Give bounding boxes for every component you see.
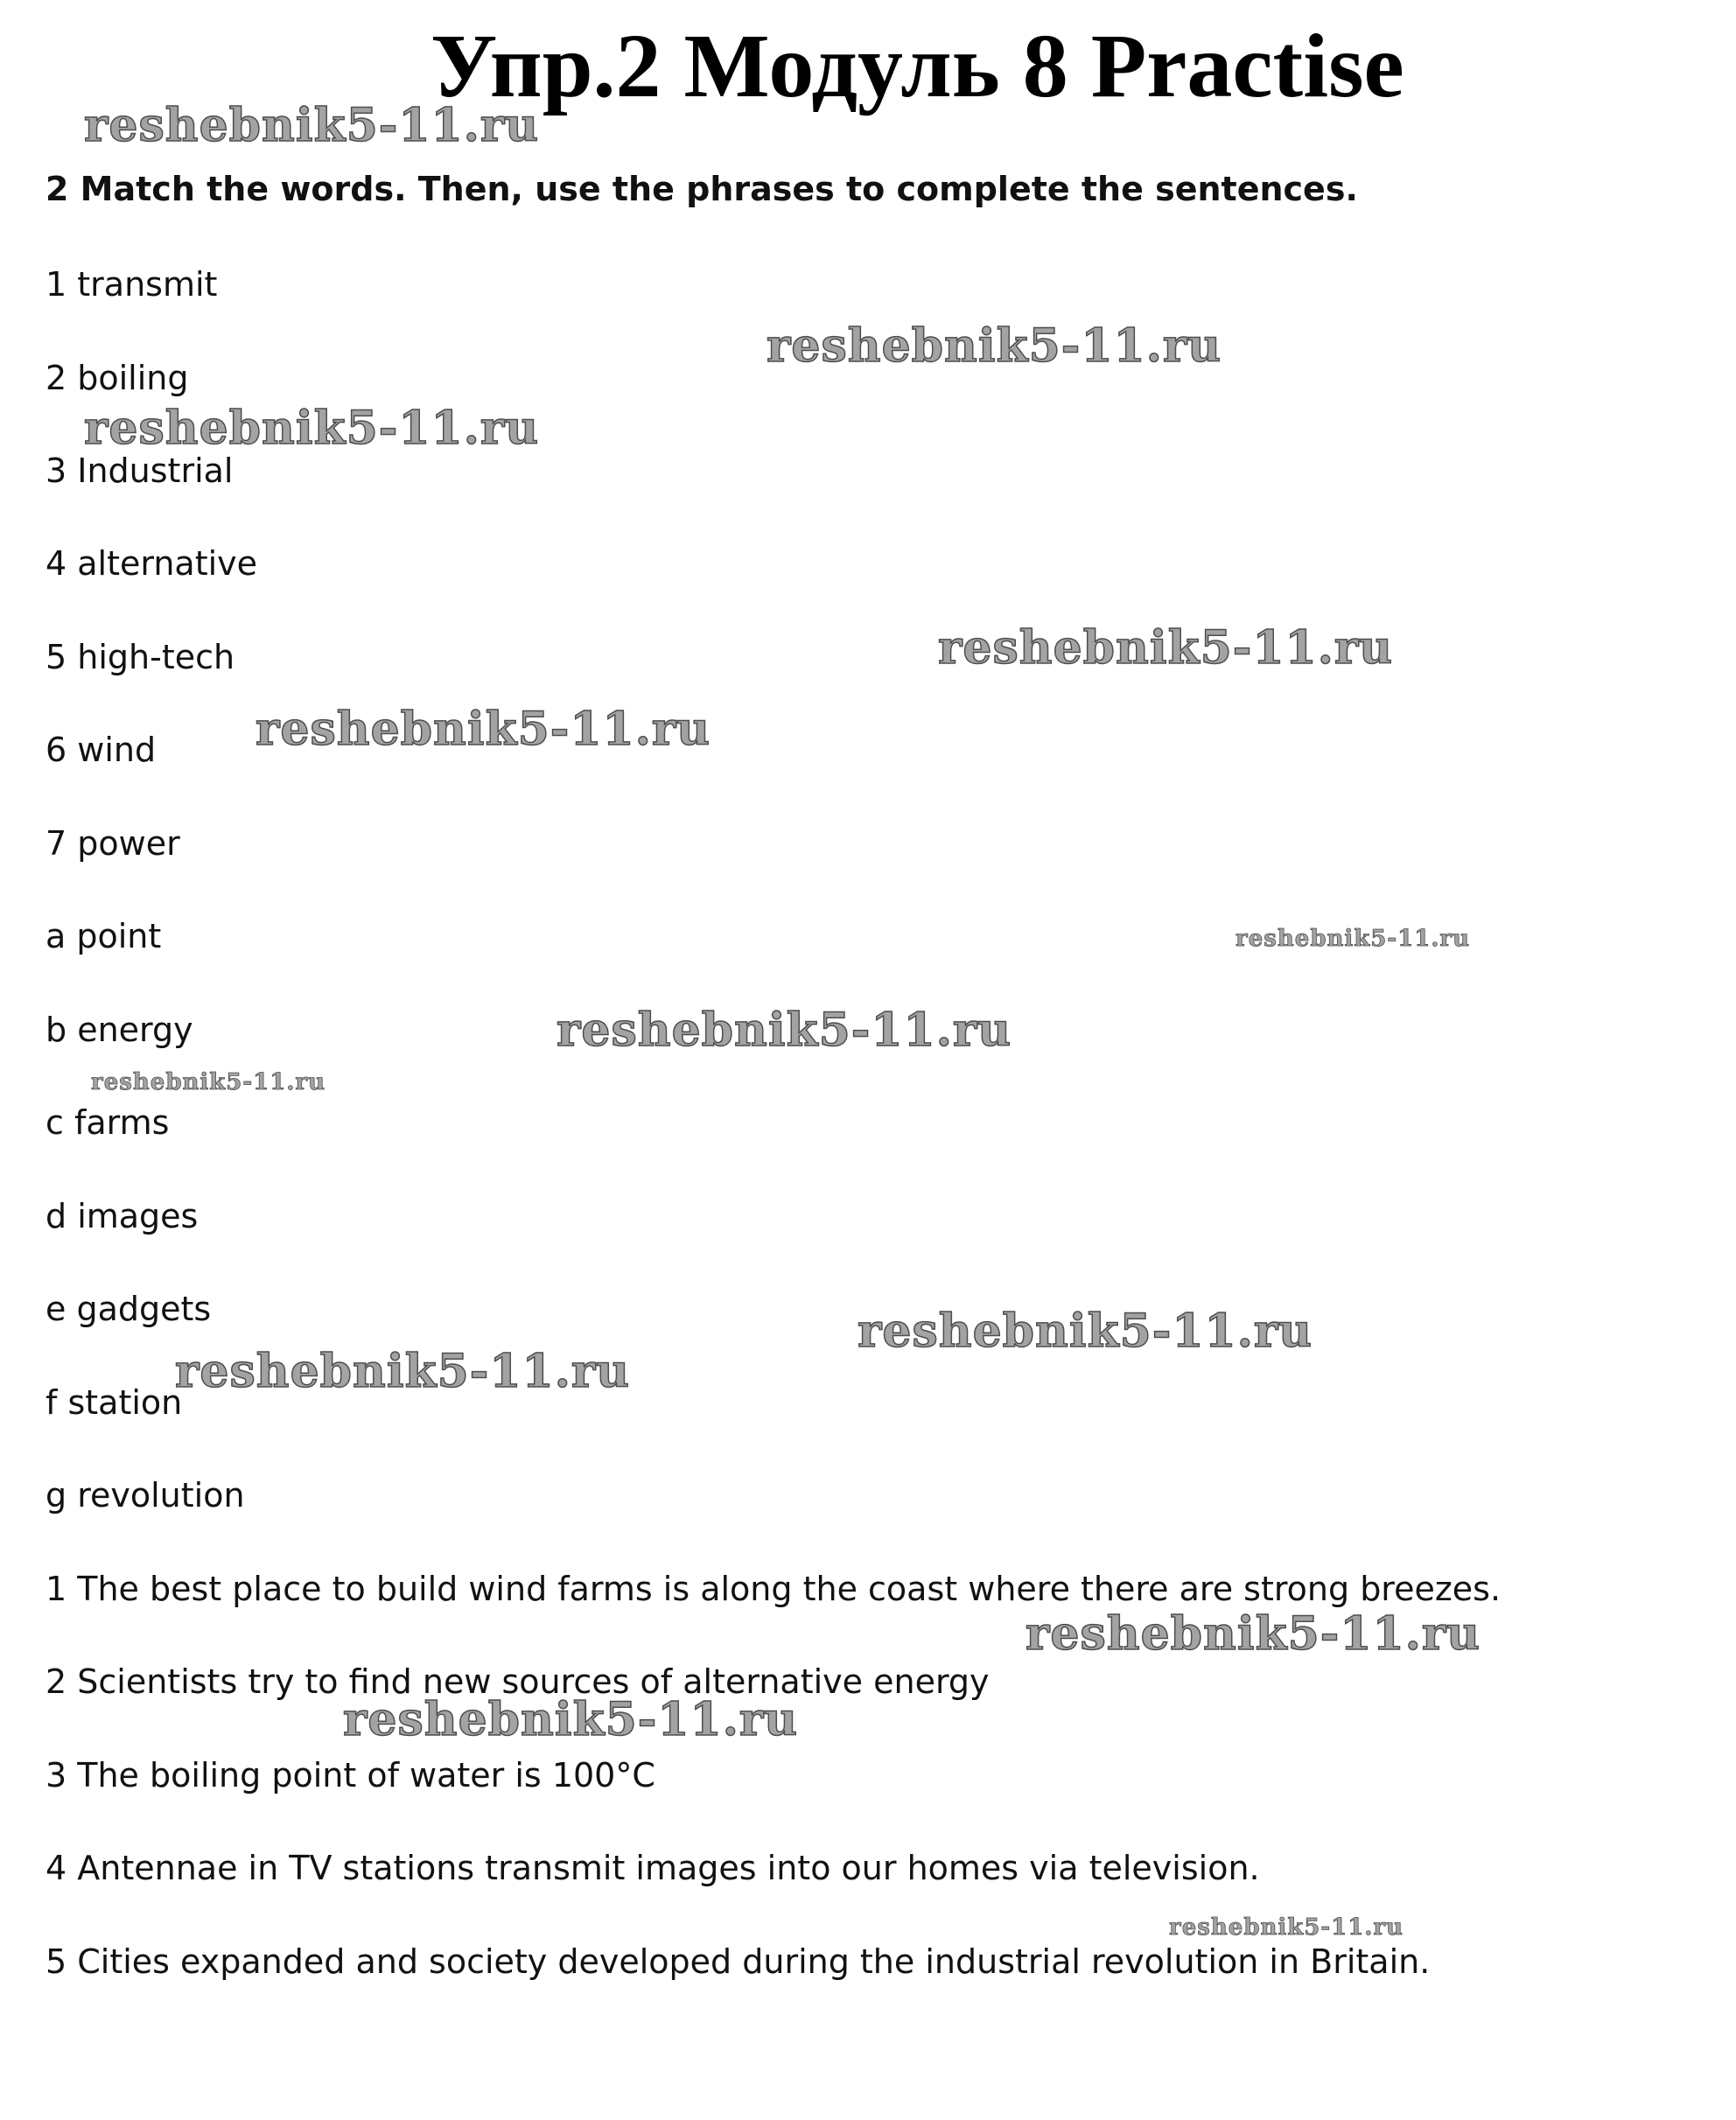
page-title: Упр.2 Модуль 8 Practise [430,16,1404,116]
word-item: d images [46,1197,199,1235]
watermark: reshebnik5-11.ru [84,99,540,152]
watermark: reshebnik5-11.ru [256,703,711,756]
sentence: 4 Antennae in TV stations transmit images into our homes via television. [46,1849,1260,1887]
watermark: reshebnik5-11.ru [175,1345,631,1398]
watermark: reshebnik5-11.ru [343,1693,799,1746]
word-item: c farms [46,1103,170,1142]
sentence: 1 The best place to build wind farms is along the coast where there are strong breezes. [46,1570,1502,1608]
word-item: b energy [46,1011,193,1049]
word-item: 5 high-tech [46,638,235,676]
watermark: reshebnik5-11.ru [1026,1607,1481,1661]
watermark: reshebnik5-11.ru [1169,1914,1404,1941]
sentence: 3 The boiling point of water is 100°C [46,1756,655,1795]
word-item: 7 power [46,824,180,863]
word-item: e gadgets [46,1290,212,1328]
word-item: 1 transmit [46,265,218,304]
exercise-heading: 2 Match the words. Then, use the phrases to complete the sentences. [46,170,1358,208]
watermark: reshebnik5-11.ru [766,319,1222,373]
word-item: a point [46,917,162,955]
sentence: 2 Scientists try to find new sources of alternative energy [46,1662,990,1701]
word-item: 3 Industrial [46,451,234,490]
watermark: reshebnik5-11.ru [858,1305,1313,1358]
watermark: reshebnik5-11.ru [938,621,1394,675]
word-item: f station [46,1383,183,1422]
word-item: 2 boiling [46,359,189,397]
word-item: g revolution [46,1476,245,1515]
watermark: reshebnik5-11.ru [1236,926,1471,952]
watermark: reshebnik5-11.ru [91,1069,326,1095]
sentence: 5 Cities expanded and society developed during the industrial revolution in Britain. [46,1942,1431,1981]
word-item: 6 wind [46,731,157,769]
word-item: 4 alternative [46,544,258,583]
watermark: reshebnik5-11.ru [556,1004,1012,1057]
watermark: reshebnik5-11.ru [84,402,540,455]
